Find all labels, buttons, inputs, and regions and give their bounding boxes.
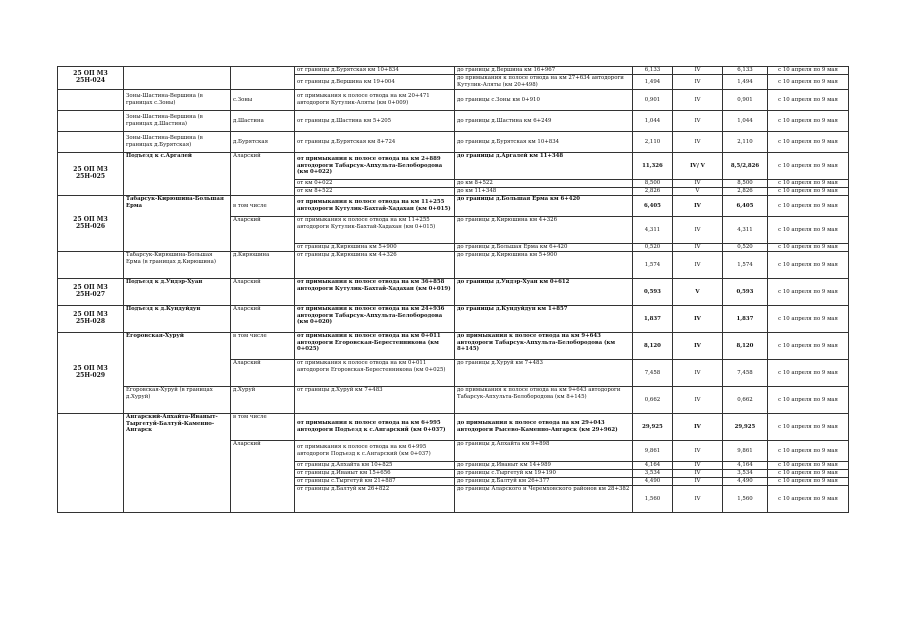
category-length: 29,925 <box>723 414 768 441</box>
road-code: 25 ОП МЗ 25Н-026 <box>58 196 124 252</box>
section-from: от границы с.Тыргетуй км 21+887 <box>295 478 455 486</box>
section-from: от границы д.Хуруй км 7+483 <box>295 387 455 414</box>
section-from: от границы д.Шастина км 5+205 <box>295 111 455 132</box>
restriction-period: с 10 апреля по 9 мая <box>768 387 849 414</box>
section-from: от примыкания к полосе отвода на км 20+471 автодороги Кутулик-Аляты (км 0+009) <box>295 90 455 111</box>
section-to: до границы д.Вершина км 16+967 <box>455 67 633 75</box>
category: IV <box>673 67 723 75</box>
section-from: от примыкания к полосе отвода на км 36+858 автодороги Кутулик-Бахтай-Хадахан (км 0+019) <box>295 279 455 306</box>
restriction-period: с 10 апреля по 9 мая <box>768 360 849 387</box>
restriction-period: с 10 апреля по 9 мая <box>768 196 849 217</box>
section-to: до км 8+522 <box>455 180 633 188</box>
restriction-period: с 10 апреля по 9 мая <box>768 111 849 132</box>
section-to: до границы д.Шастина км 6+249 <box>455 111 633 132</box>
section-from: от примыкания к полосе отвода на км 0+011 автодороги Егоровская-Берестенникова (км 0+025) <box>295 360 455 387</box>
category-length: 8,500 <box>723 180 768 188</box>
category: IV <box>673 387 723 414</box>
section-to: до км 11+348 <box>455 188 633 196</box>
restriction-period: с 10 апреля по 9 мая <box>768 153 849 180</box>
table-row <box>58 252 849 279</box>
road-code <box>58 90 124 111</box>
category-length: 4,490 <box>723 478 768 486</box>
category-length: 2,110 <box>723 132 768 153</box>
restriction-period: с 10 апреля по 9 мая <box>768 252 849 279</box>
section-to: до границы д.Балтуй км 26+377 <box>455 478 633 486</box>
category: IV <box>673 306 723 333</box>
section-from: от примыкания к полосе отвода на км 6+995 автодороги Подъезд к с.Ангарский (км 0+037) <box>295 414 455 441</box>
section-to: до примыкания к полосе отвода на км 29+043 автодороги Рысево-Каменно-Ангарск (км 29+962) <box>455 414 633 441</box>
road-name: Табарсук-Кирюшина-Большая Ерма <box>124 196 231 252</box>
road-name: Подъезд к д.Кундуйдун <box>124 306 231 333</box>
restriction-period: с 10 апреля по 9 мая <box>768 333 849 360</box>
road-name: Егоровская-Хуруй (в границах д.Хуруй) <box>124 387 231 414</box>
district: Аларский <box>231 217 295 252</box>
section-to: до границы д.Большая Ерма км 6+420 <box>455 244 633 252</box>
table-row <box>58 153 849 180</box>
restriction-period: с 10 апреля по 9 мая <box>768 90 849 111</box>
restriction-period: с 10 апреля по 9 мая <box>768 75 849 90</box>
length: 1,494 <box>633 75 673 90</box>
category-length: 0,520 <box>723 244 768 252</box>
section-to: до границы д.Бурятская км 10+834 <box>455 132 633 153</box>
category-length: 2,826 <box>723 188 768 196</box>
category-length: 0,593 <box>723 279 768 306</box>
length: 0,662 <box>633 387 673 414</box>
restriction-period: с 10 апреля по 9 мая <box>768 486 849 513</box>
section-from: от примыкания к полосе отвода на км 2+889 автодороги Табарсук-Апхульта-Белобородова (км 0+022) <box>295 153 455 180</box>
category: IV <box>673 478 723 486</box>
restriction-period: с 10 апреля по 9 мая <box>768 67 849 75</box>
length: 4,490 <box>633 478 673 486</box>
section-from: от примыкания к полосе отвода на км 6+995 автодороги Подъезд к с.Ангарский (км 0+037) <box>295 441 455 462</box>
district: с.Зоны <box>231 90 295 111</box>
restriction-period: с 10 апреля по 9 мая <box>768 217 849 244</box>
length: 8,500 <box>633 180 673 188</box>
road-code <box>58 414 124 513</box>
section-to: до границы с.Зоны км 0+910 <box>455 90 633 111</box>
category-length: 3,534 <box>723 470 768 478</box>
table-row <box>58 111 849 132</box>
document-page <box>57 66 848 513</box>
length: 0,901 <box>633 90 673 111</box>
section-from: от границы д.Апхайта км 10+825 <box>295 462 455 470</box>
category-length: 6,405 <box>723 196 768 217</box>
restriction-period: с 10 апреля по 9 мая <box>768 414 849 441</box>
length: 4,311 <box>633 217 673 244</box>
district <box>231 67 295 90</box>
restriction-period: с 10 апреля по 9 мая <box>768 478 849 486</box>
restriction-period: с 10 апреля по 9 мая <box>768 279 849 306</box>
length: 0,593 <box>633 279 673 306</box>
category: IV <box>673 360 723 387</box>
section-from: от границы д.Бурятская км 8+724 <box>295 132 455 153</box>
category-length: 8,5/2,826 <box>723 153 768 180</box>
section-to: до границы д.Кирюшина км 5+900 <box>455 252 633 279</box>
category: IV <box>673 180 723 188</box>
category-length: 0,662 <box>723 387 768 414</box>
category: IV <box>673 217 723 244</box>
section-from: от границы д.Кирюшина км 5+900 <box>295 244 455 252</box>
district: Аларский <box>231 153 295 196</box>
table-row <box>58 333 849 360</box>
section-from: от границы д.Балтуй км 26+822 <box>295 486 455 513</box>
district: д.Шастина <box>231 111 295 132</box>
category-length: 1,574 <box>723 252 768 279</box>
district: д.Хуруй <box>231 387 295 414</box>
road-name: Ангарский-Апхайта-Иваныт-Тыргетуй-Балтуй-Каменно-Ангарск <box>124 414 231 513</box>
road-code: 25 ОП МЗ 25Н-027 <box>58 279 124 306</box>
district: д.Кирюшина <box>231 252 295 279</box>
section-to: до границы с.Тыргетуй км 19+190 <box>455 470 633 478</box>
restriction-period: с 10 апреля по 9 мая <box>768 306 849 333</box>
category: IV <box>673 111 723 132</box>
table-row <box>58 132 849 153</box>
road-name: Подъезд к с.Аргалей <box>124 153 231 196</box>
category: IV <box>673 132 723 153</box>
length: 2,110 <box>633 132 673 153</box>
section-from: от примыкания к полосе отвода на км 11+255 автодороги Кутулик-Бахтай-Хадахан (км 0+015) <box>295 217 455 244</box>
category: IV <box>673 75 723 90</box>
section-to: до границы д.Иваныт км 14+989 <box>455 462 633 470</box>
category: IV <box>673 244 723 252</box>
section-to: до границы Аларского и Черемховского районов км 28+382 <box>455 486 633 513</box>
road-code: 25 ОП МЗ 25Н-024 <box>58 67 124 90</box>
section-to: до границы д.Кирюшина км 4+326 <box>455 217 633 244</box>
length: 29,925 <box>633 414 673 441</box>
section-from: от км 0+022 <box>295 180 455 188</box>
road-name <box>124 67 231 90</box>
road-code: 25 ОП МЗ 25Н-029 <box>58 333 124 414</box>
district: в том числе <box>231 196 295 217</box>
district: Аларский <box>231 279 295 306</box>
road-name: Подъезд к д.Ундэр-Хуан <box>124 279 231 306</box>
category: IV <box>673 462 723 470</box>
category-length: 1,837 <box>723 306 768 333</box>
category: IV/ V <box>673 153 723 180</box>
district: в том числе <box>231 333 295 360</box>
table-row <box>58 67 849 75</box>
category: V <box>673 188 723 196</box>
restriction-period: с 10 апреля по 9 мая <box>768 188 849 196</box>
length: 3,534 <box>633 470 673 478</box>
category: IV <box>673 486 723 513</box>
restriction-period: с 10 апреля по 9 мая <box>768 244 849 252</box>
district: Аларский <box>231 441 295 513</box>
section-from: от границы д.Кирюшина км 4+326 <box>295 252 455 279</box>
road-code <box>58 252 124 279</box>
road-name: Егоровская-Хуруй <box>124 333 231 387</box>
road-name: Зоны-Шастина-Вершина (в границах д.Бурятская) <box>124 132 231 153</box>
length: 6,405 <box>633 196 673 217</box>
section-from: от примыкания к полосе отвода на км 11+255 автодороги Кутулик-Бахтай-Хадахан (км 0+015) <box>295 196 455 217</box>
road-restrictions-table <box>57 66 849 513</box>
length: 1,574 <box>633 252 673 279</box>
section-from: от границы д.Иваныт км 15+656 <box>295 470 455 478</box>
section-from: от примыкания к полосе отвода на км 24+936 автодороги Табарсук-Апхульта-Белобородова (км 0+020) <box>295 306 455 333</box>
district: Аларский <box>231 306 295 333</box>
section-from: от границы д.Бурятская км 10+834 <box>295 67 455 75</box>
section-to: до границы д.Большая Ерма км 6+420 <box>455 196 633 217</box>
length: 1,560 <box>633 486 673 513</box>
section-to: до границы д.Кундуйдун км 1+857 <box>455 306 633 333</box>
restriction-period: с 10 апреля по 9 мая <box>768 462 849 470</box>
district: Аларский <box>231 360 295 387</box>
category-length: 1,044 <box>723 111 768 132</box>
road-code <box>58 132 124 153</box>
length: 7,458 <box>633 360 673 387</box>
restriction-period: с 10 апреля по 9 мая <box>768 132 849 153</box>
category-length: 8,120 <box>723 333 768 360</box>
road-code: 25 ОП МЗ 25Н-025 <box>58 153 124 196</box>
length: 0,520 <box>633 244 673 252</box>
section-from: от км 8+522 <box>295 188 455 196</box>
category: IV <box>673 90 723 111</box>
restriction-period: с 10 апреля по 9 мая <box>768 180 849 188</box>
category-length: 6,133 <box>723 67 768 75</box>
length: 9,861 <box>633 441 673 462</box>
category: V <box>673 279 723 306</box>
category: IV <box>673 252 723 279</box>
district: д.Бурятская <box>231 132 295 153</box>
section-to: до границы д.Апхайта км 9+898 <box>455 441 633 462</box>
section-to: до примыкания к полосе отвода на км 9+643 автодороги Табарсук-Апхульта-Белобородова (км 8+145) <box>455 387 633 414</box>
table-row <box>58 306 849 333</box>
road-code <box>58 111 124 132</box>
road-name: Табарсук-Кирюшина-Большая Ерма (в границах д.Кирюшина) <box>124 252 231 279</box>
category-length: 1,494 <box>723 75 768 90</box>
length: 11,326 <box>633 153 673 180</box>
category: IV <box>673 196 723 217</box>
length: 4,164 <box>633 462 673 470</box>
category-length: 1,560 <box>723 486 768 513</box>
category-length: 9,861 <box>723 441 768 462</box>
road-name: Зоны-Шастина-Вершина (в границах д.Шастина) <box>124 111 231 132</box>
restriction-period: с 10 апреля по 9 мая <box>768 470 849 478</box>
table-row <box>58 90 849 111</box>
road-name: Зоны-Шастина-Вершина (в границах с.Зоны) <box>124 90 231 111</box>
section-to: до границы д.Ундэр-Хуан км 0+612 <box>455 279 633 306</box>
category-length: 0,901 <box>723 90 768 111</box>
length: 1,837 <box>633 306 673 333</box>
section-to: до границы д.Хуруй км 7+483 <box>455 360 633 387</box>
length: 1,044 <box>633 111 673 132</box>
table-row <box>58 279 849 306</box>
category-length: 4,311 <box>723 217 768 244</box>
section-from: от границы д.Вершина км 19+004 <box>295 75 455 90</box>
road-code: 25 ОП МЗ 25Н-028 <box>58 306 124 333</box>
category-length: 4,164 <box>723 462 768 470</box>
category: IV <box>673 470 723 478</box>
length: 8,120 <box>633 333 673 360</box>
section-to: до примыкания к полосе отвода на км 27+634 автодороги Кутулик-Аляты (км 20+498) <box>455 75 633 90</box>
table-row <box>58 387 849 414</box>
district: в том числе <box>231 414 295 441</box>
length: 2,826 <box>633 188 673 196</box>
length: 6,133 <box>633 67 673 75</box>
category-length: 7,458 <box>723 360 768 387</box>
category: IV <box>673 333 723 360</box>
section-to: до границы д.Аргалей км 11+348 <box>455 153 633 180</box>
section-to: до примыкания к полосе отвода на км 9+643 автодороги Табарсук-Апхульта-Белобородова (км 8+145) <box>455 333 633 360</box>
category: IV <box>673 414 723 441</box>
section-from: от примыкания к полосе отвода на км 0+011 автодороги Егоровская-Берестенникова (км 0+025) <box>295 333 455 360</box>
table-row <box>58 196 849 217</box>
table-row <box>58 414 849 441</box>
restriction-period: с 10 апреля по 9 мая <box>768 441 849 462</box>
category: IV <box>673 441 723 462</box>
